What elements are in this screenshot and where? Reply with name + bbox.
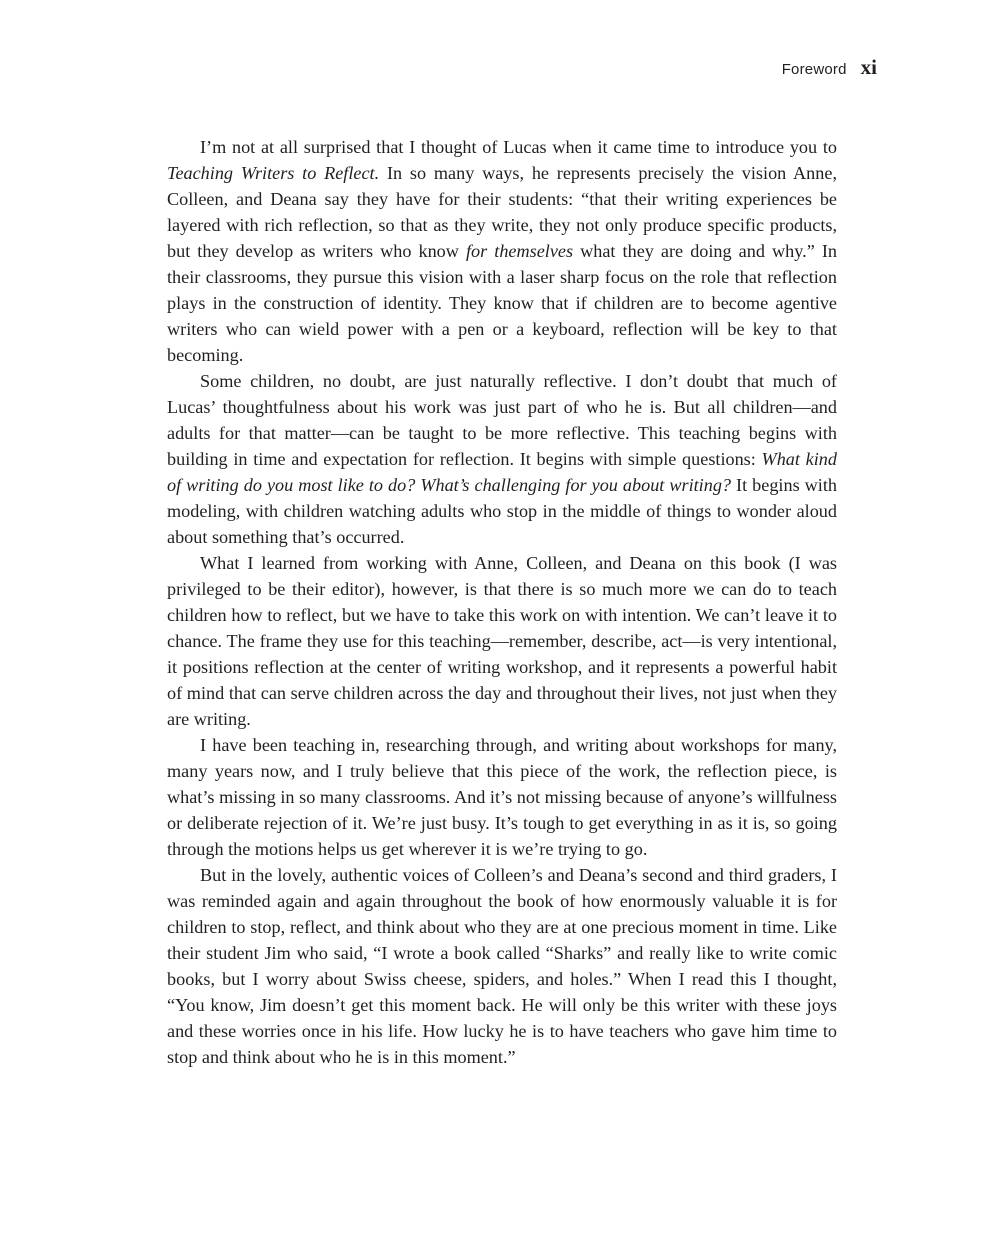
paragraph <box>167 550 837 732</box>
text-run: In so many ways, he represents precisely the vision Anne, Colleen, and Deana say they have for their students: “that their writing experiences be layered with rich reflection, so that as they write, they not only produce specific products, but they develop as writers who know <box>167 163 837 261</box>
text-run: what they are doing and why.” In their classrooms, they pursue this vision with a laser sharp focus on the role that reflection plays in the construction of identity. They know that if children are to become agentive writers who can wield power with a pen or a keyboard, reflection will be key to that becoming. <box>167 241 837 365</box>
italic-text-run: What kind of writing do you most like to do? What’s challenging for you about writing? <box>167 449 837 495</box>
paragraph <box>167 368 837 550</box>
text-run: I have been teaching in, researching through, and writing about workshops for many, many years now, and I truly believe that this piece of the work, the reflection piece, is what’s missing in so many classrooms. And it’s not missing because of anyone’s willfulness or deliberate rejection of it. We’re just busy. It’s tough to get everything in as it is, so going through the motions helps us get wherever it is we’re trying to go. <box>167 735 837 859</box>
page-number: xi <box>860 55 877 79</box>
text-run: What I learned from working with Anne, Colleen, and Deana on this book (I was privileged to be their editor), however, is that there is so much more we can do to teach children how to reflect, but we have to take this work on with intention. We can’t leave it to chance. The frame they use for this teaching—remember, describe, act—is very intentional, it positions reflection at the center of writing workshop, and it represents a powerful habit of mind that can serve children across the day and throughout their lives, not just when they are writing. <box>167 553 837 729</box>
paragraph <box>167 732 837 862</box>
running-head-section-title: Foreword <box>781 61 847 78</box>
text-run: But in the lovely, authentic voices of Colleen’s and Deana’s second and third graders, I was reminded again and again throughout the book of how enormously valuable it is for children to stop, reflect, and think about who they are at one precious moment in time. Like their student Jim who said, “I wrote a book called “Sharks” and really like to write comic books, but I worry about Swiss cheese, spiders, and holes.” When I read this I thought, “You know, Jim doesn’t get this moment back. He will only be this writer with these joys and these worries once in his life. How lucky he is to have teachers who gave him time to stop and think about who he is in this moment.” <box>167 865 837 1067</box>
paragraph <box>167 862 837 1070</box>
italic-text-run: Teaching Writers to Reflect. <box>167 163 380 183</box>
body-text <box>167 134 837 1070</box>
text-run: I’m not at all surprised that I thought of Lucas when it came time to introduce you to <box>200 137 837 157</box>
text-run: Some children, no doubt, are just naturally reflective. I don’t doubt that much of Lucas’ thoughtfulness about his work was just part of who he is. But all children—and adults for that matter—can be taught to be more reflective. This teaching begins with building in time and expectation for reflection. It begins with simple questions: <box>167 371 837 469</box>
text-run: It begins with modeling, with children watching adults who stop in the middle of things to wonder aloud about something that’s occurred. <box>167 475 837 547</box>
italic-text-run: for themselves <box>465 241 574 261</box>
paragraph <box>167 134 837 368</box>
running-head <box>782 55 877 80</box>
